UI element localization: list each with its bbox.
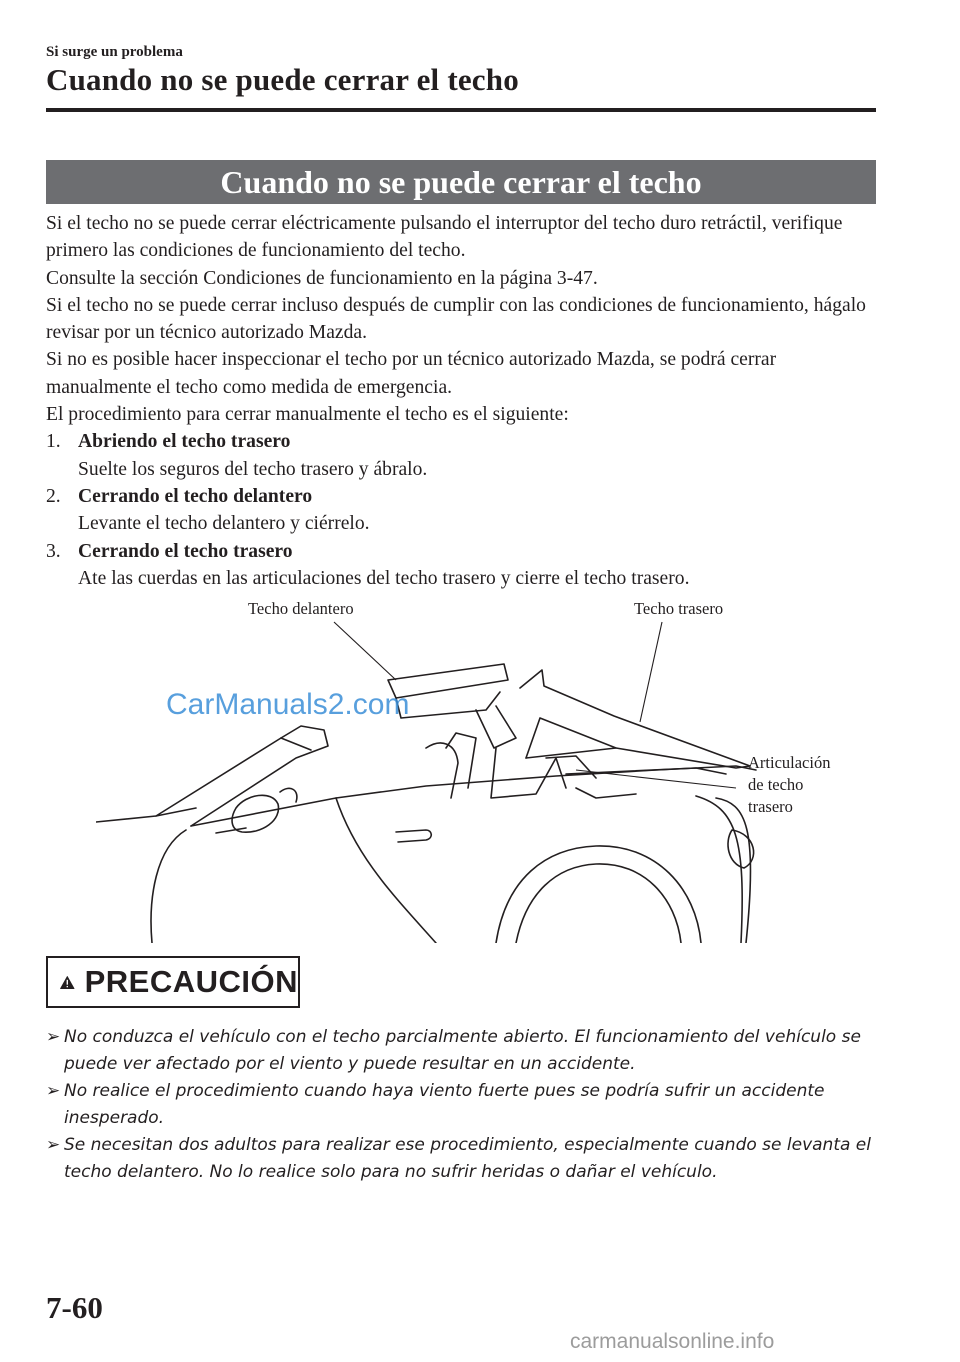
label-rear-roof: Techo trasero (634, 599, 724, 618)
section-banner: Cuando no se puede cerrar el techo (46, 160, 876, 204)
label-hinge-line: trasero (748, 797, 793, 816)
convertible-illustration (96, 598, 866, 943)
caution-item (46, 1078, 886, 1132)
paragraph: Si el techo no se puede cerrar incluso después de cumplir con las condiciones de funcionamiento, hágalo revisar por un técnico autorizado Mazda. (46, 294, 866, 344)
footer-watermark: carmanualsonline.info (570, 1330, 775, 1353)
step-text: Suelte los seguros del techo trasero y ábralo. (78, 458, 428, 480)
caution-item (46, 1132, 886, 1186)
caution-item (46, 1024, 886, 1078)
caution-text: No conduzca el vehículo con el techo parcialmente abierto. El funcionamiento del vehículo se puede ver afectado por el viento y puede resultar en un accidente. (64, 1027, 861, 1074)
watermark: CarManuals2.com (166, 688, 410, 721)
arrow-bullet-icon: ➢ (46, 1135, 61, 1155)
caution-text: No realice el procedimiento cuando haya viento fuerte pues se podría sufrir un accidente inesperado. (64, 1081, 825, 1128)
label-front-roof: Techo delantero (248, 599, 354, 618)
step-item (46, 538, 886, 565)
step-number: 3. (46, 540, 61, 562)
step-item (46, 483, 886, 510)
step-number: 2. (46, 485, 61, 507)
paragraph: Si el techo no se puede cerrar eléctricamente pulsando el interruptor del techo duro retráctil, verifique primero las condiciones de funcionamiento del techo. (46, 213, 843, 262)
label-hinge-line: de techo (748, 775, 804, 794)
step-number: 1. (46, 431, 61, 453)
paragraph: Consulte la sección Condiciones de funcionamiento en la página 3-47. (46, 267, 598, 289)
paragraph: El procedimiento para cerrar manualmente el techo es el siguiente: (46, 404, 569, 426)
warning-icon (60, 969, 75, 996)
step-text: Ate las cuerdas en las articulaciones del techo trasero y cierre el techo trasero. (78, 567, 690, 589)
step-title: Cerrando el techo delantero (78, 485, 313, 507)
step-text: Levante el techo delantero y ciérrelo. (78, 513, 370, 535)
label-hinge (748, 752, 830, 818)
caution-text: Se necesitan dos adultos para realizar ese procedimiento, especialmente cuando se levanta el techo delantero. No lo realice solo para no sufrir heridas o dañar el vehículo. (64, 1135, 871, 1182)
caution-label: PRECAUCIÓN (84, 964, 298, 999)
page-title: Cuando no se puede cerrar el techo (46, 62, 519, 97)
caution-header (46, 956, 300, 1008)
body-text (46, 210, 886, 592)
arrow-bullet-icon: ➢ (46, 1027, 61, 1047)
step-title: Cerrando el techo trasero (78, 540, 293, 562)
page-number: 7-60 (46, 1290, 103, 1325)
step-item (46, 428, 886, 455)
section-label: Si surge un problema (46, 44, 183, 60)
arrow-bullet-icon: ➢ (46, 1081, 61, 1101)
paragraph: Si no es posible hacer inspeccionar el techo por un técnico autorizado Mazda, se podrá cerrar manualmente el techo como medida de emergencia. (46, 349, 777, 398)
label-hinge-line: Articulación (748, 753, 831, 772)
title-rule (46, 108, 876, 112)
step-title: Abriendo el techo trasero (78, 431, 291, 453)
caution-list (46, 1024, 886, 1186)
